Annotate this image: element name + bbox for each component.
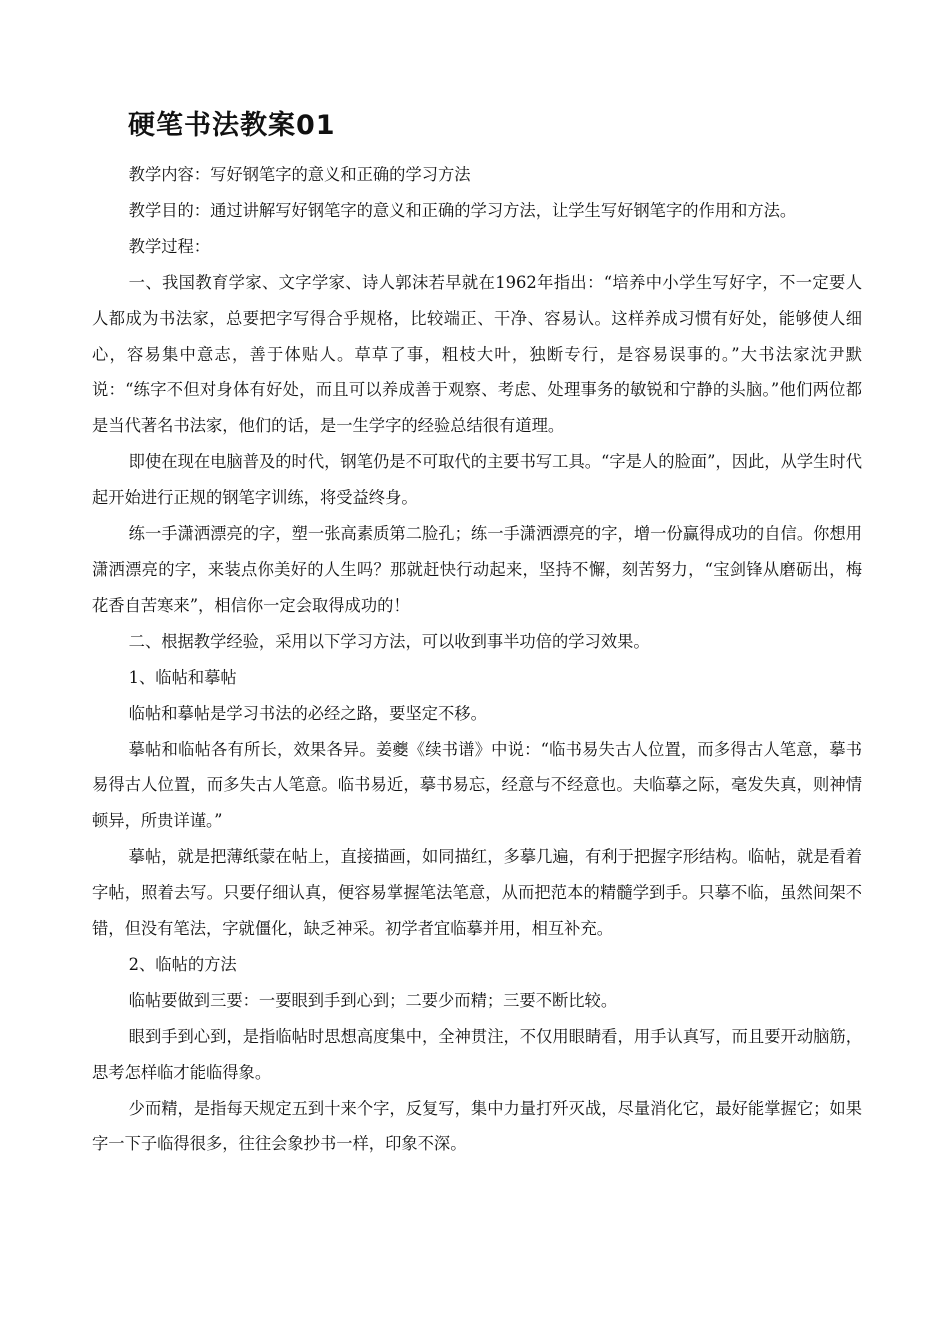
- paragraph-necessary-path: 临帖和摹帖是学习书法的必经之路，要坚定不移。: [128, 703, 487, 723]
- document-body: [92, 157, 862, 1162]
- paragraph-jiang-kui-quote: 摹帖和临帖各有所长，效果各异。姜夔《续书谱》中说：“临书易失古人位置，而多得古人笔意，摹书易得古人位置，而多失古人笔意。临书易近，摹书易忘，经意与不经意也。夫临摹之际，毫发失真，则神情顿异，所贵详谨。”: [92, 739, 862, 831]
- paragraph-eye-hand-mind: 眼到手到心到，是指临帖时思想高度集中，全神贯注，不仅用眼睛看，用手认真写，而且要开动脑筋，思考怎样临才能临得象。: [92, 1026, 862, 1082]
- paragraph-section-one: 一、我国教育学家、文字学家、诗人郭沫若早就在1962年指出：“培养中小学生写好字，不一定要人人都成为书法家，总要把字写得合乎规格，比较端正、干净、容易认。这样养成习惯有好处，能够使人细心，容易集中意志，善于体贴人。草草了事，粗枝大叶，独断专行，是容易误事的。”大书法家沈尹默说：“练字不但对身体有好处，而且可以养成善于观察、考虑、处理事务的敏锐和宁静的头脑。”他们两位都是当代著名书法家，他们的话，是一生学字的经验总结很有道理。: [92, 272, 862, 436]
- paragraph-tracing-explained: 摹帖，就是把薄纸蒙在帖上，直接描画，如同描红，多摹几遍，有利于把握字形结构。临帖，就是看着字帖，照着去写。只要仔细认真，便容易掌握笔法笔意，从而把范本的精髓学到手。只摹不临，虽然间架不错，但没有笔法，字就僵化，缺乏神采。初学者宜临摹并用，相互补充。: [92, 847, 862, 939]
- paragraph-teaching-content: 教学内容：写好钢笔字的意义和正确的学习方法: [128, 165, 471, 184]
- paragraph-computer-era: 即使在现在电脑普及的时代，钢笔仍是不可取代的主要书写工具。“字是人的脸面”，因此，从学生时代起开始进行正规的钢笔字训练，将受益终身。: [92, 452, 862, 508]
- paragraph-three-requirements: 临帖要做到三要：一要眼到手到心到；二要少而精；三要不断比较。: [128, 990, 618, 1010]
- document-title: 硬笔书法教案01: [128, 110, 336, 141]
- subheading-copying-method: 2、临帖的方法: [128, 954, 237, 974]
- paragraph-teaching-process: 教学过程：: [128, 236, 211, 256]
- subheading-copying-tracing: 1、临帖和摹帖: [128, 667, 237, 687]
- paragraph-few-but-fine: 少而精，是指每天规定五到十来个字，反复写，集中力量打歼灭战，尽量消化它，最好能掌握它；如果字一下子临得很多，往往会象抄书一样，印象不深。: [92, 1098, 862, 1154]
- paragraph-teaching-purpose: 教学目的：通过讲解写好钢笔字的意义和正确的学习方法，让学生写好钢笔字的作用和方法。: [128, 200, 797, 220]
- paragraph-practice-confidence: 练一手潇洒漂亮的字，塑一张高素质第二脸孔；练一手潇洒漂亮的字，增一份赢得成功的自信。你想用潇洒漂亮的字，来装点你美好的人生吗？那就赶快行动起来，坚持不懈，刻苦努力，“宝剑锋从磨砺出，梅花香自苦寒来”，相信你一定会取得成功的！: [92, 524, 862, 615]
- paragraph-section-two: 二、根据教学经验，采用以下学习方法，可以收到事半功倍的学习效果。: [128, 631, 650, 651]
